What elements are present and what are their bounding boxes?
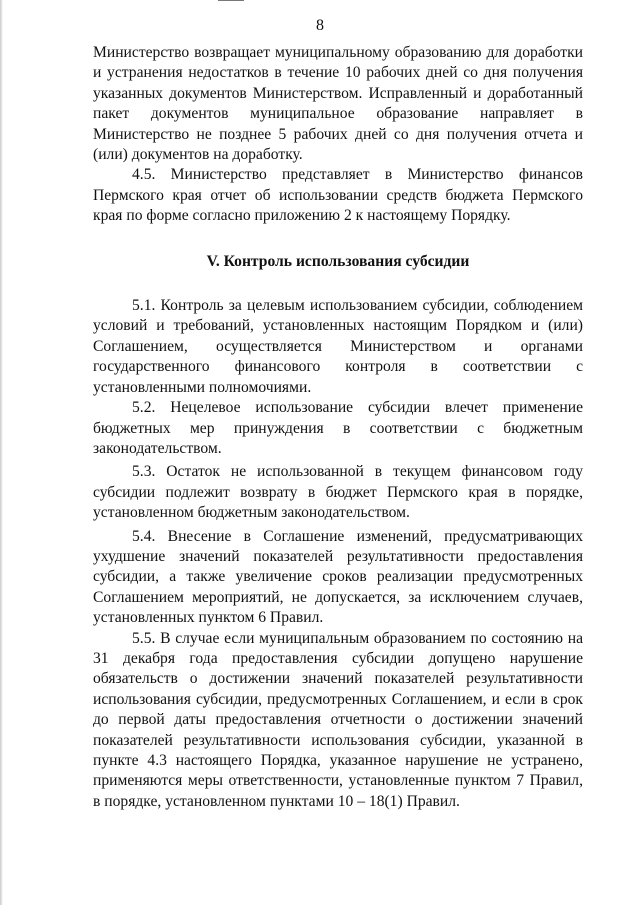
paragraph-5-4: 5.4. Внесение в Соглашение изменений, предусматривающих ухудшение значений показателей результативности предоставления субсидии, а также увеличение сроков реализации предусмотренных Соглашением мероприятий, не допускается, за исключением случаев, установленных пунктом 6 Правил. — [93, 527, 583, 627]
paragraph-continuation: Министерство возвращает муниципальному образованию для доработки и устранения недостатков в течение 10 рабочих дней со дня получения указанных документов Министерством. Исправленный и доработанный пакет документов муниципальное образование направляет в Министерство не позднее 5 рабочих дней со дня получения отчета и (или) документов на доработку. — [93, 44, 583, 164]
section-heading: V. Контроль использования субсидии — [206, 252, 470, 270]
document-body — [93, 43, 583, 812]
paragraph-4-5: 4.5. Министерство представляет в Министерство финансов Пермского края отчет об использовании средств бюджета Пермского края по форме согласно приложению 2 к настоящему Порядку. — [93, 166, 583, 225]
scan-edge-shadow — [0, 0, 3, 905]
paragraph-5-3: 5.3. Остаток не использованной в текущем финансовом году субсидии подлежит возврату в бюджет Пермского края в порядке, установленном бюджетным законодательством. — [93, 463, 583, 522]
paragraph-5-5: 5.5. В случае если муниципальным образованием по состоянию на 31 декабря года предоставления субсидии допущено нарушение обязательств о достижении значений показателей результативности использования субсидии, предусмотренных Соглашением, и если в срок до первой даты предоставления отчетности о достижении значений показателей результативности использования субсидии, указанной в пункте 4.3 настоящего Порядка, указанное нарушение не устранено, применяются меры ответственности, установленные пунктом 7 Правил, в порядке, установленном пунктами 10 – 18(1) Правил. — [93, 629, 583, 810]
scan-mark — [218, 0, 244, 1]
paragraph-5-2: 5.2. Нецелевое использование субсидии влечет применение бюджетных мер принуждения в соответствии с бюджетным законодательством. — [93, 399, 583, 457]
page-number: 8 — [316, 17, 324, 34]
paragraph-5-1: 5.1. Контроль за целевым использованием субсидии, соблюдением условий и требований, установленных настоящим Порядком и (или) Соглашением, осуществляется Министерством и органами государственного финансового контроля в соответствии с установленными полномочиями. — [93, 297, 583, 396]
